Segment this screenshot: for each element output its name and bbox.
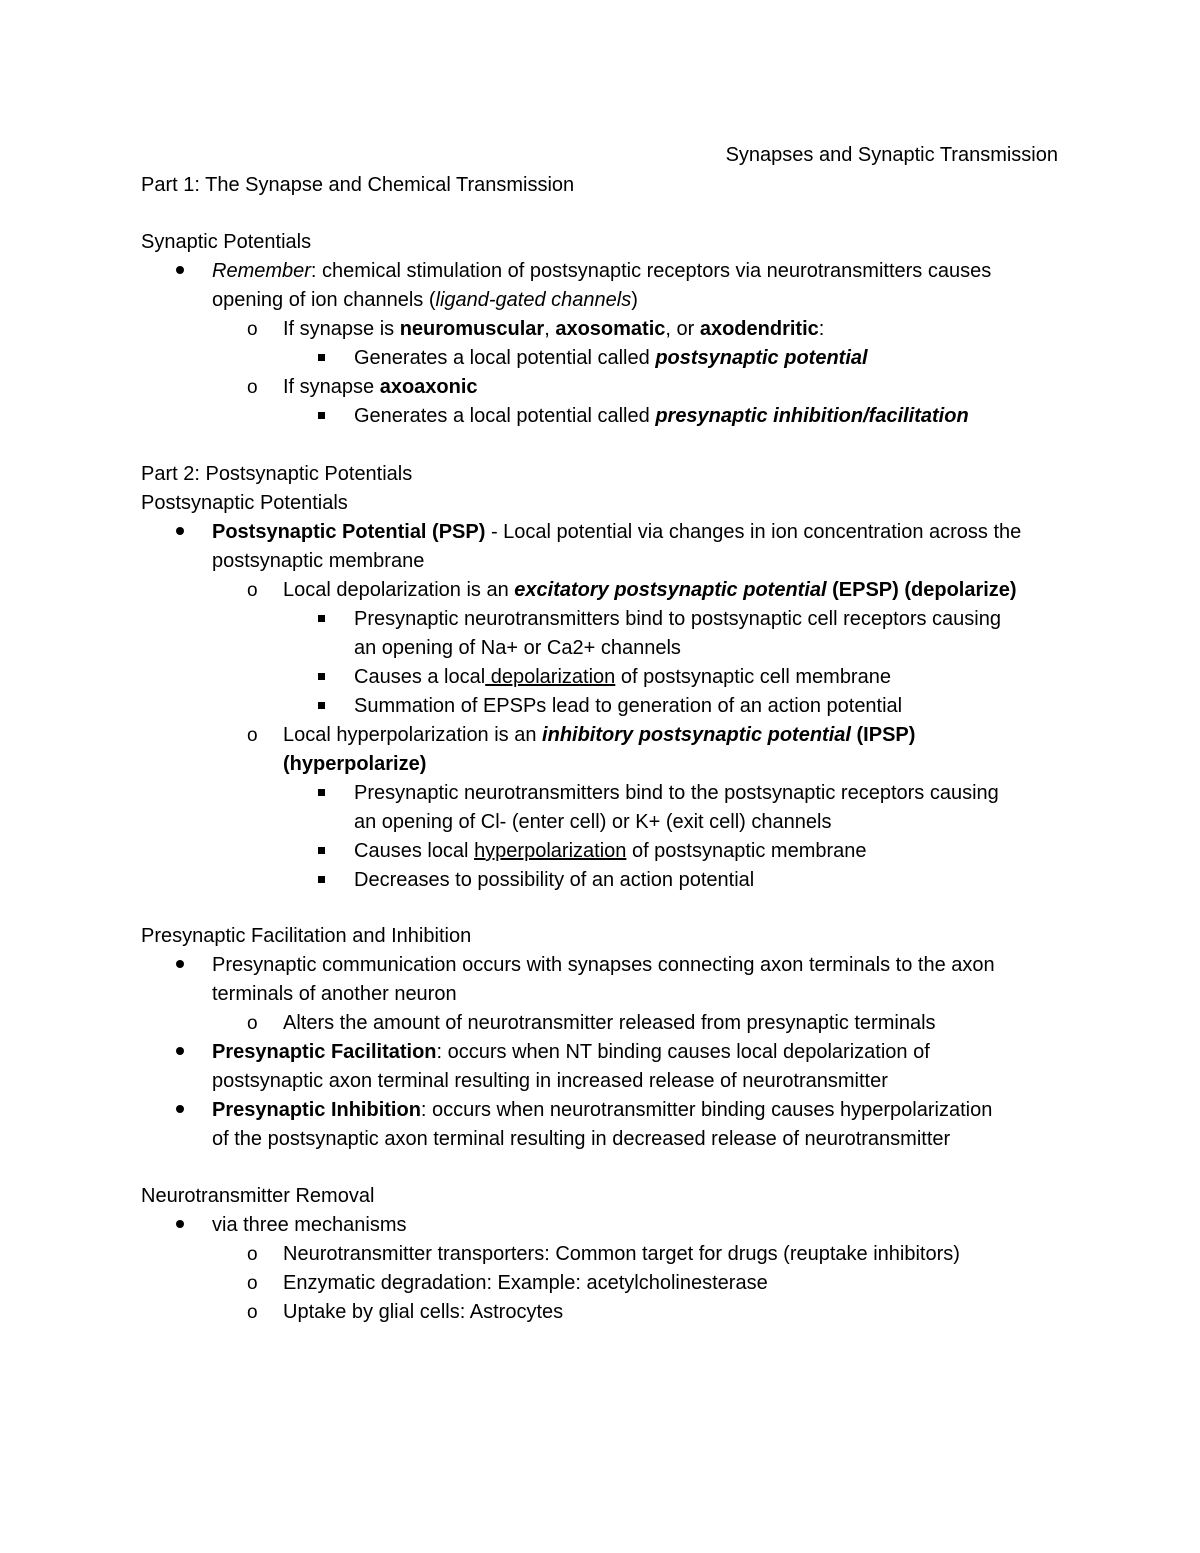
text-segment: excitatory postsynaptic potential bbox=[514, 579, 827, 601]
bullet-square-icon bbox=[318, 402, 325, 431]
text-segment: : bbox=[818, 318, 825, 340]
text-segment: of postsynaptic membrane bbox=[626, 840, 867, 862]
bullet-dot-icon bbox=[176, 1038, 184, 1067]
bullet-dot-icon bbox=[176, 1211, 184, 1240]
text-segment: presynaptic inhibition/facilitation bbox=[655, 405, 969, 427]
text-line bbox=[283, 721, 915, 750]
bullet-dot-icon bbox=[176, 518, 184, 547]
text-line bbox=[212, 547, 424, 576]
text-line bbox=[283, 315, 824, 344]
text-segment: Part 2: Postsynaptic Potentials bbox=[141, 463, 413, 485]
text-line bbox=[354, 866, 754, 895]
text-segment: opening of ion channels ( bbox=[212, 289, 436, 311]
bullet-circle-icon: o bbox=[247, 1013, 258, 1034]
bullet-circle-icon: o bbox=[247, 1273, 258, 1294]
bullet-square-icon bbox=[318, 837, 325, 866]
text-segment: Neurotransmitter Removal bbox=[141, 1185, 375, 1207]
text-segment: neuromuscular bbox=[399, 318, 545, 340]
text-line bbox=[354, 605, 1001, 634]
text-line bbox=[141, 922, 471, 951]
text-line bbox=[212, 518, 1021, 547]
text-line bbox=[283, 750, 426, 779]
text-segment: axosomatic bbox=[555, 318, 666, 340]
bullet-square-icon bbox=[318, 779, 325, 808]
text-line bbox=[354, 634, 681, 663]
bullet-square-icon bbox=[318, 663, 325, 692]
text-line bbox=[212, 1038, 930, 1067]
text-segment: Presynaptic Inhibition bbox=[212, 1099, 421, 1121]
text-line bbox=[141, 489, 348, 518]
text-line bbox=[354, 344, 868, 373]
bullet-dot-icon bbox=[176, 951, 184, 980]
text-segment: Local depolarization is an bbox=[283, 579, 515, 601]
text-line bbox=[212, 257, 991, 286]
text-segment: (hyperpolarize) bbox=[283, 753, 427, 775]
bullet-square-icon bbox=[318, 692, 325, 721]
text-segment: : occurs when neurotransmitter binding causes hyperpolarization bbox=[420, 1099, 993, 1121]
text-segment: Postsynaptic Potential (PSP) bbox=[212, 521, 486, 543]
text-line bbox=[283, 1298, 563, 1327]
text-segment: an opening of Cl- (enter cell) or K+ (exit cell) channels bbox=[354, 811, 832, 833]
text-line bbox=[354, 808, 831, 837]
text-line bbox=[212, 1096, 992, 1125]
text-segment: terminals of another neuron bbox=[212, 983, 457, 1005]
text-segment: ligand-gated channels bbox=[435, 289, 632, 311]
text-segment: Local hyperpolarization is an bbox=[283, 724, 543, 746]
bullet-circle-icon: o bbox=[247, 1244, 258, 1265]
text-line bbox=[354, 663, 891, 692]
text-segment: : occurs when NT binding causes local depolarization of bbox=[436, 1041, 930, 1063]
text-line bbox=[354, 692, 902, 721]
text-line bbox=[212, 980, 457, 1009]
text-segment: Decreases to possibility of an action potential bbox=[354, 869, 755, 891]
text-segment: (EPSP) (depolarize) bbox=[826, 579, 1017, 601]
text-segment: Neurotransmitter transporters: Common target for drugs (reuptake inhibitors) bbox=[283, 1243, 960, 1265]
text-segment: axodendritic bbox=[699, 318, 819, 340]
text-segment: , bbox=[544, 318, 556, 340]
text-segment: Postsynaptic Potentials bbox=[141, 492, 348, 514]
bullet-dot-icon bbox=[176, 257, 184, 286]
text-segment: of postsynaptic cell membrane bbox=[615, 666, 891, 688]
text-line bbox=[141, 171, 574, 200]
bullet-square-icon bbox=[318, 344, 325, 373]
bullet-square-icon bbox=[318, 605, 325, 634]
text-segment: Presynaptic neurotransmitters bind to the postsynaptic receptors causing bbox=[354, 782, 999, 804]
text-segment: Enzymatic degradation: Example: acetylcholinesterase bbox=[283, 1272, 768, 1294]
text-segment: depolarization bbox=[485, 666, 616, 688]
bullet-circle-icon: o bbox=[247, 319, 258, 340]
text-segment: If synapse bbox=[283, 376, 380, 398]
text-segment: Generates a local potential called bbox=[354, 347, 656, 369]
text-segment: Presynaptic communication occurs with synapses connecting axon terminals to the axon bbox=[212, 954, 995, 976]
text-line bbox=[141, 1182, 374, 1211]
bullet-circle-icon: o bbox=[247, 580, 258, 601]
text-segment: via three mechanisms bbox=[212, 1214, 407, 1236]
text-line bbox=[283, 576, 1017, 605]
text-segment: postsynaptic potential bbox=[655, 347, 868, 369]
text-segment: Uptake by glial cells: Astrocytes bbox=[283, 1301, 564, 1323]
text-line bbox=[141, 228, 311, 257]
text-line bbox=[212, 951, 995, 980]
text-line bbox=[212, 1125, 950, 1154]
text-segment: (IPSP) bbox=[850, 724, 916, 746]
text-segment: Causes local bbox=[354, 840, 475, 862]
text-segment: If synapse is bbox=[283, 318, 400, 340]
text-line bbox=[141, 460, 412, 489]
text-line bbox=[283, 373, 478, 402]
document-header: Synapses and Synaptic Transmission bbox=[725, 144, 1058, 166]
text-line bbox=[354, 837, 867, 866]
text-segment: Remember bbox=[212, 260, 311, 282]
text-line bbox=[354, 402, 969, 431]
bullet-dot-icon bbox=[176, 1096, 184, 1125]
text-segment: Synaptic Potentials bbox=[141, 231, 312, 253]
bullet-square-icon bbox=[318, 866, 325, 895]
text-segment: Summation of EPSPs lead to generation of an action potential bbox=[354, 695, 903, 717]
text-segment: postsynaptic membrane bbox=[212, 550, 425, 572]
text-segment: an opening of Na+ or Ca2+ channels bbox=[354, 637, 681, 659]
text-line bbox=[212, 1067, 888, 1096]
text-line bbox=[212, 286, 638, 315]
bullet-circle-icon: o bbox=[247, 725, 258, 746]
text-segment: Alters the amount of neurotransmitter released from presynaptic terminals bbox=[283, 1012, 936, 1034]
text-segment: postsynaptic axon terminal resulting in increased release of neurotransmitter bbox=[212, 1070, 888, 1092]
text-line bbox=[283, 1009, 936, 1038]
bullet-circle-icon: o bbox=[247, 377, 258, 398]
text-segment: Presynaptic Facilitation and Inhibition bbox=[141, 925, 472, 947]
text-segment: ) bbox=[631, 289, 638, 311]
text-segment: Causes a local bbox=[354, 666, 486, 688]
text-segment: Part 1: The Synapse and Chemical Transmission bbox=[141, 174, 575, 196]
text-segment: hyperpolarization bbox=[474, 840, 627, 862]
text-segment: Generates a local potential called bbox=[354, 405, 656, 427]
text-segment: Presynaptic Facilitation bbox=[212, 1041, 437, 1063]
text-line bbox=[283, 1269, 768, 1298]
text-segment: of the postsynaptic axon terminal resulting in decreased release of neurotransmitter bbox=[212, 1128, 951, 1150]
text-line bbox=[283, 1240, 960, 1269]
text-segment: , or bbox=[665, 318, 700, 340]
text-segment: axoaxonic bbox=[379, 376, 478, 398]
text-segment: Presynaptic neurotransmitters bind to postsynaptic cell receptors causing bbox=[354, 608, 1001, 630]
bullet-circle-icon: o bbox=[247, 1302, 258, 1323]
text-segment: : chemical stimulation of postsynaptic receptors via neurotransmitters causes bbox=[310, 260, 992, 282]
text-line bbox=[354, 779, 999, 808]
text-segment: inhibitory postsynaptic potential bbox=[542, 724, 851, 746]
text-segment: - Local potential via changes in ion concentration across the bbox=[485, 521, 1022, 543]
text-line bbox=[212, 1211, 407, 1240]
